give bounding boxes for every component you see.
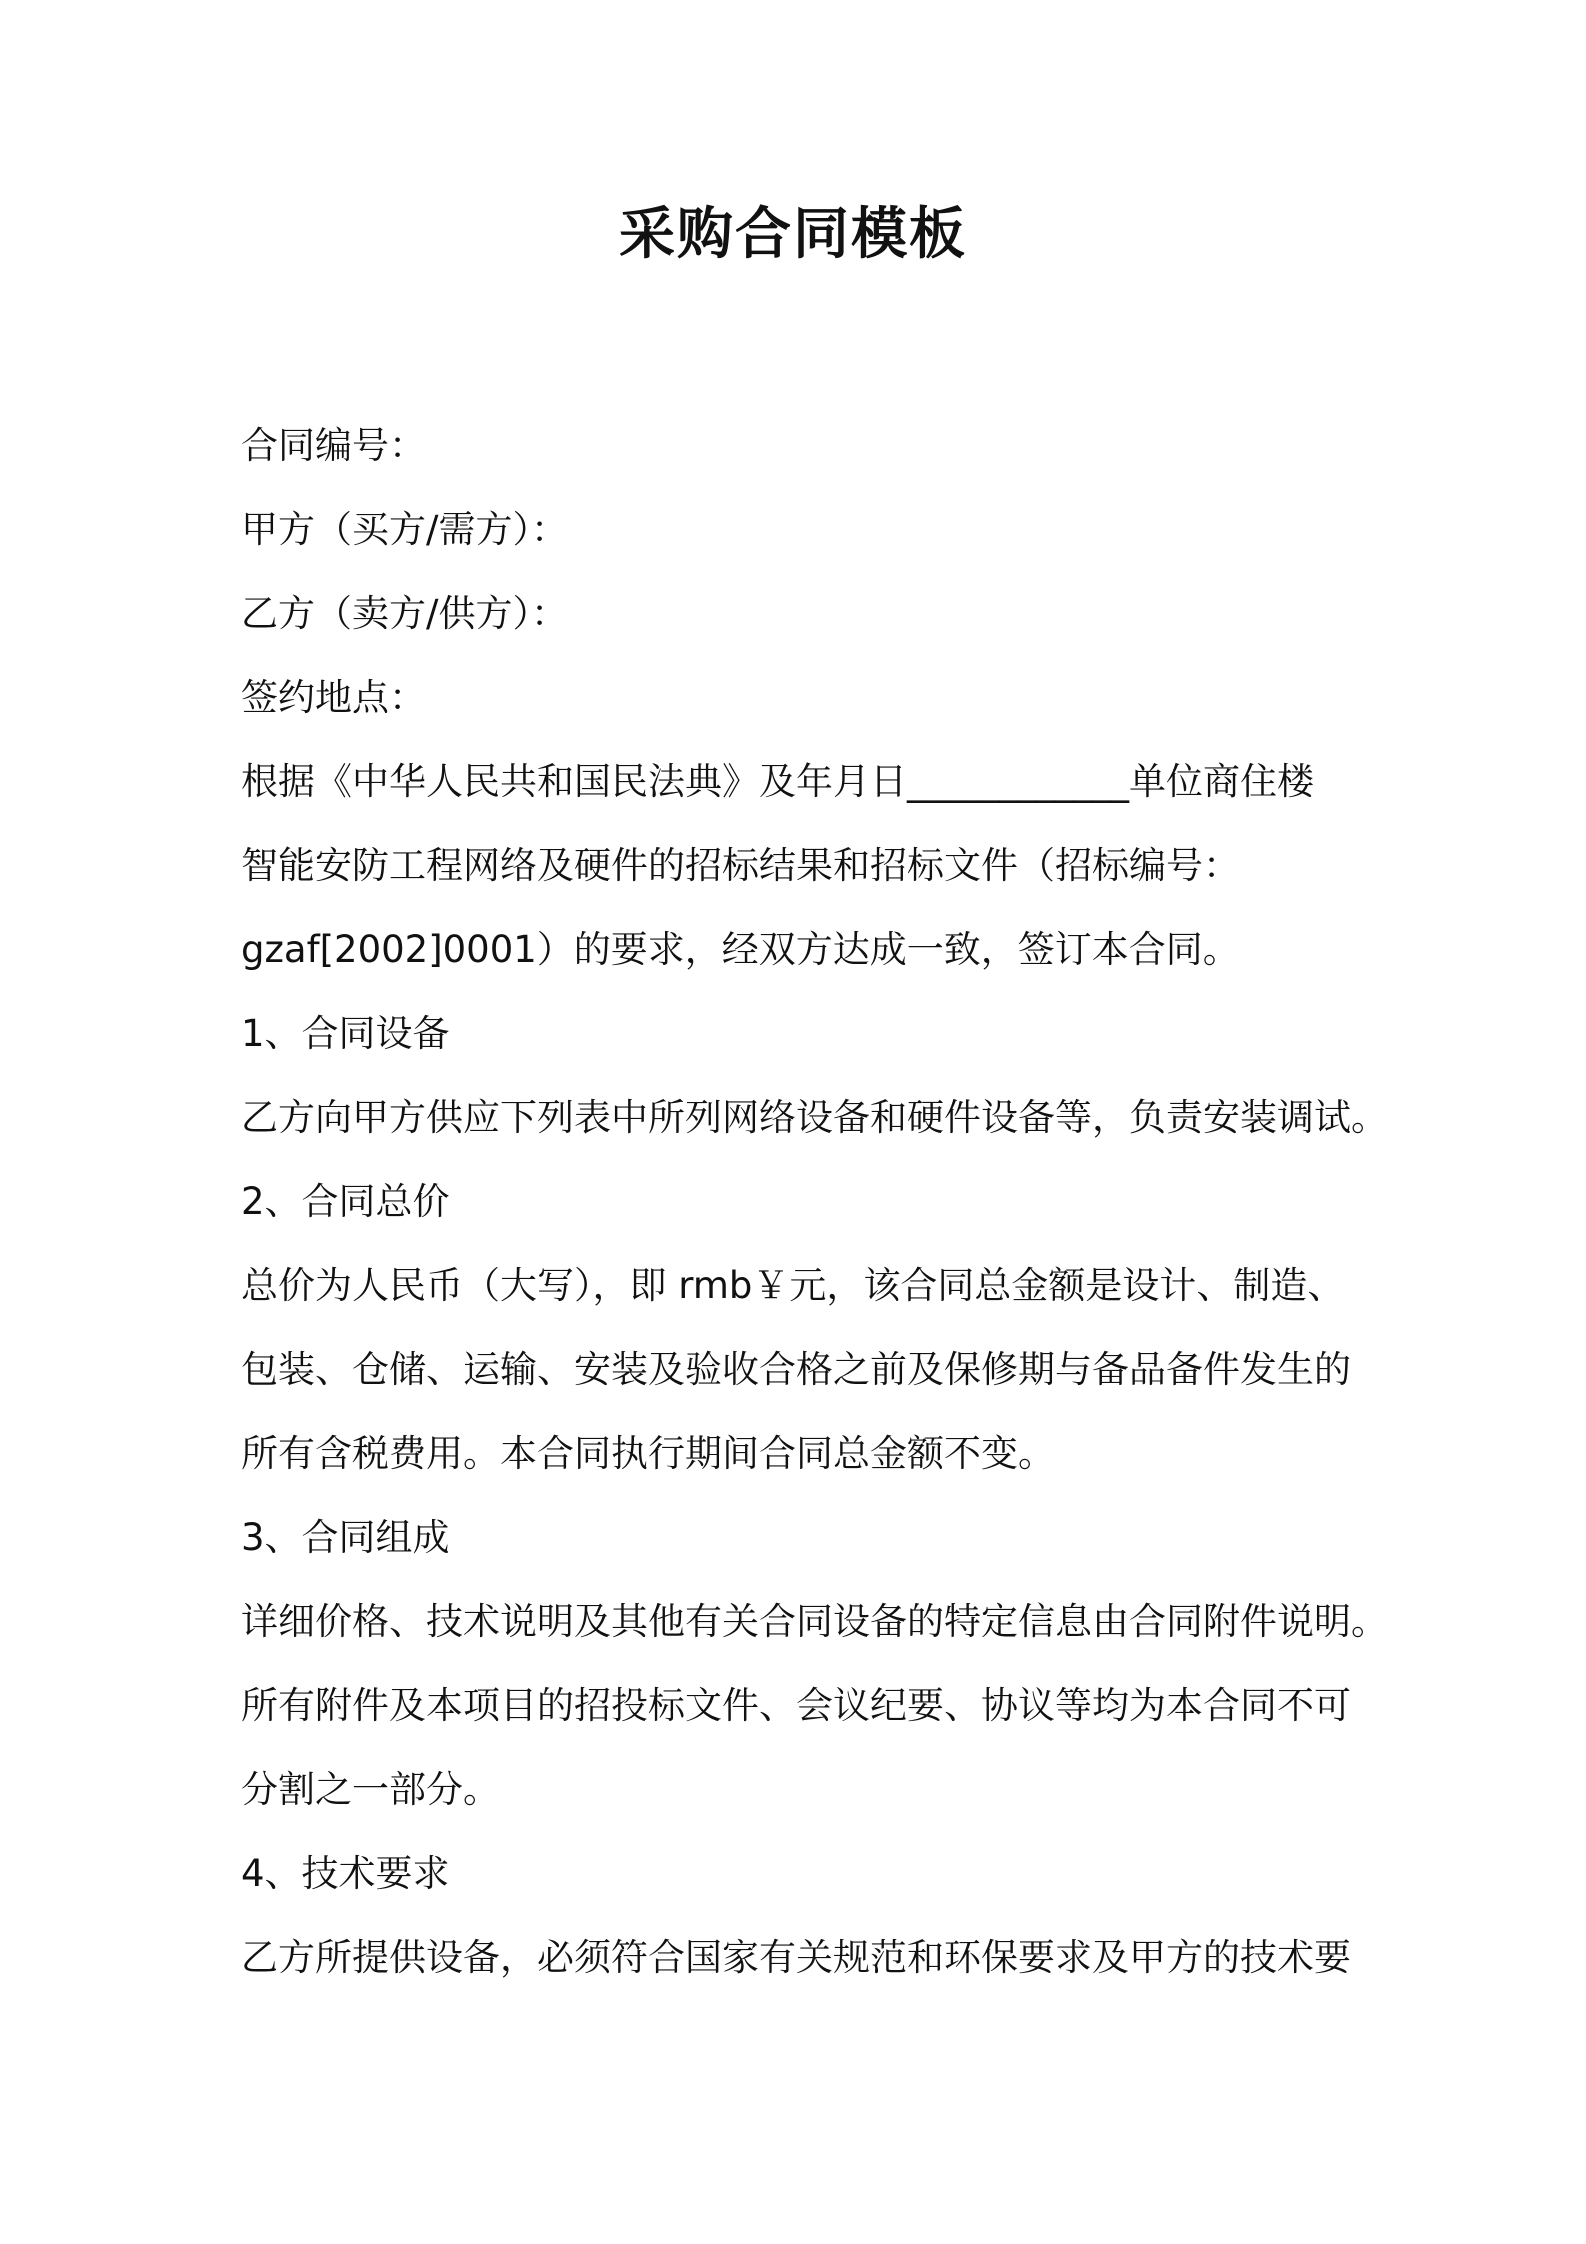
paragraph-line: 详细价格、技术说明及其他有关合同设备的特定信息由合同附件说明。 (241, 1600, 1388, 1643)
section-heading: 3、合同组成 (241, 1516, 450, 1559)
paragraph-line: 分割之一部分。 (241, 1768, 500, 1811)
party-b-field: 乙方（卖方/供方）： (241, 592, 568, 635)
paragraph-line: 乙方所提供设备，必须符合国家有关规范和环保要求及甲方的技术要 (241, 1936, 1351, 1979)
paragraph-line: 所有含税费用。本合同执行期间合同总金额不变。 (241, 1432, 1055, 1475)
document-title: 采购合同模板 (619, 202, 967, 267)
section-heading: 1、合同设备 (241, 1012, 450, 1055)
paragraph-line: 包装、仓储、运输、安装及验收合格之前及保修期与备品备件发生的 (241, 1348, 1351, 1391)
section-heading: 4、技术要求 (241, 1852, 450, 1895)
document-body (241, 404, 1386, 2000)
paragraph-line: 乙方向甲方供应下列表中所列网络设备和硬件设备等，负责安装调试。 (241, 1096, 1388, 1139)
section-heading: 2、合同总价 (241, 1180, 450, 1223)
preamble-line: 根据《中华人民共和国民法典》及年月日____________单位商住楼 (241, 760, 1314, 803)
contract-number-field: 合同编号： (241, 424, 426, 467)
preamble-line: 智能安防工程网络及硬件的招标结果和招标文件（招标编号： (241, 844, 1240, 887)
preamble-line: gzaf[2002]0001）的要求，经双方达成一致，签订本合同。 (241, 928, 1240, 971)
signing-place-field: 签约地点： (241, 676, 426, 719)
paragraph-line: 所有附件及本项目的招投标文件、会议纪要、协议等均为本合同不可 (241, 1684, 1351, 1727)
party-a-field: 甲方（买方/需方）： (241, 508, 568, 551)
paragraph-line: 总价为人民币（大写），即 rmb￥元，该合同总金额是设计、制造、 (241, 1264, 1345, 1307)
